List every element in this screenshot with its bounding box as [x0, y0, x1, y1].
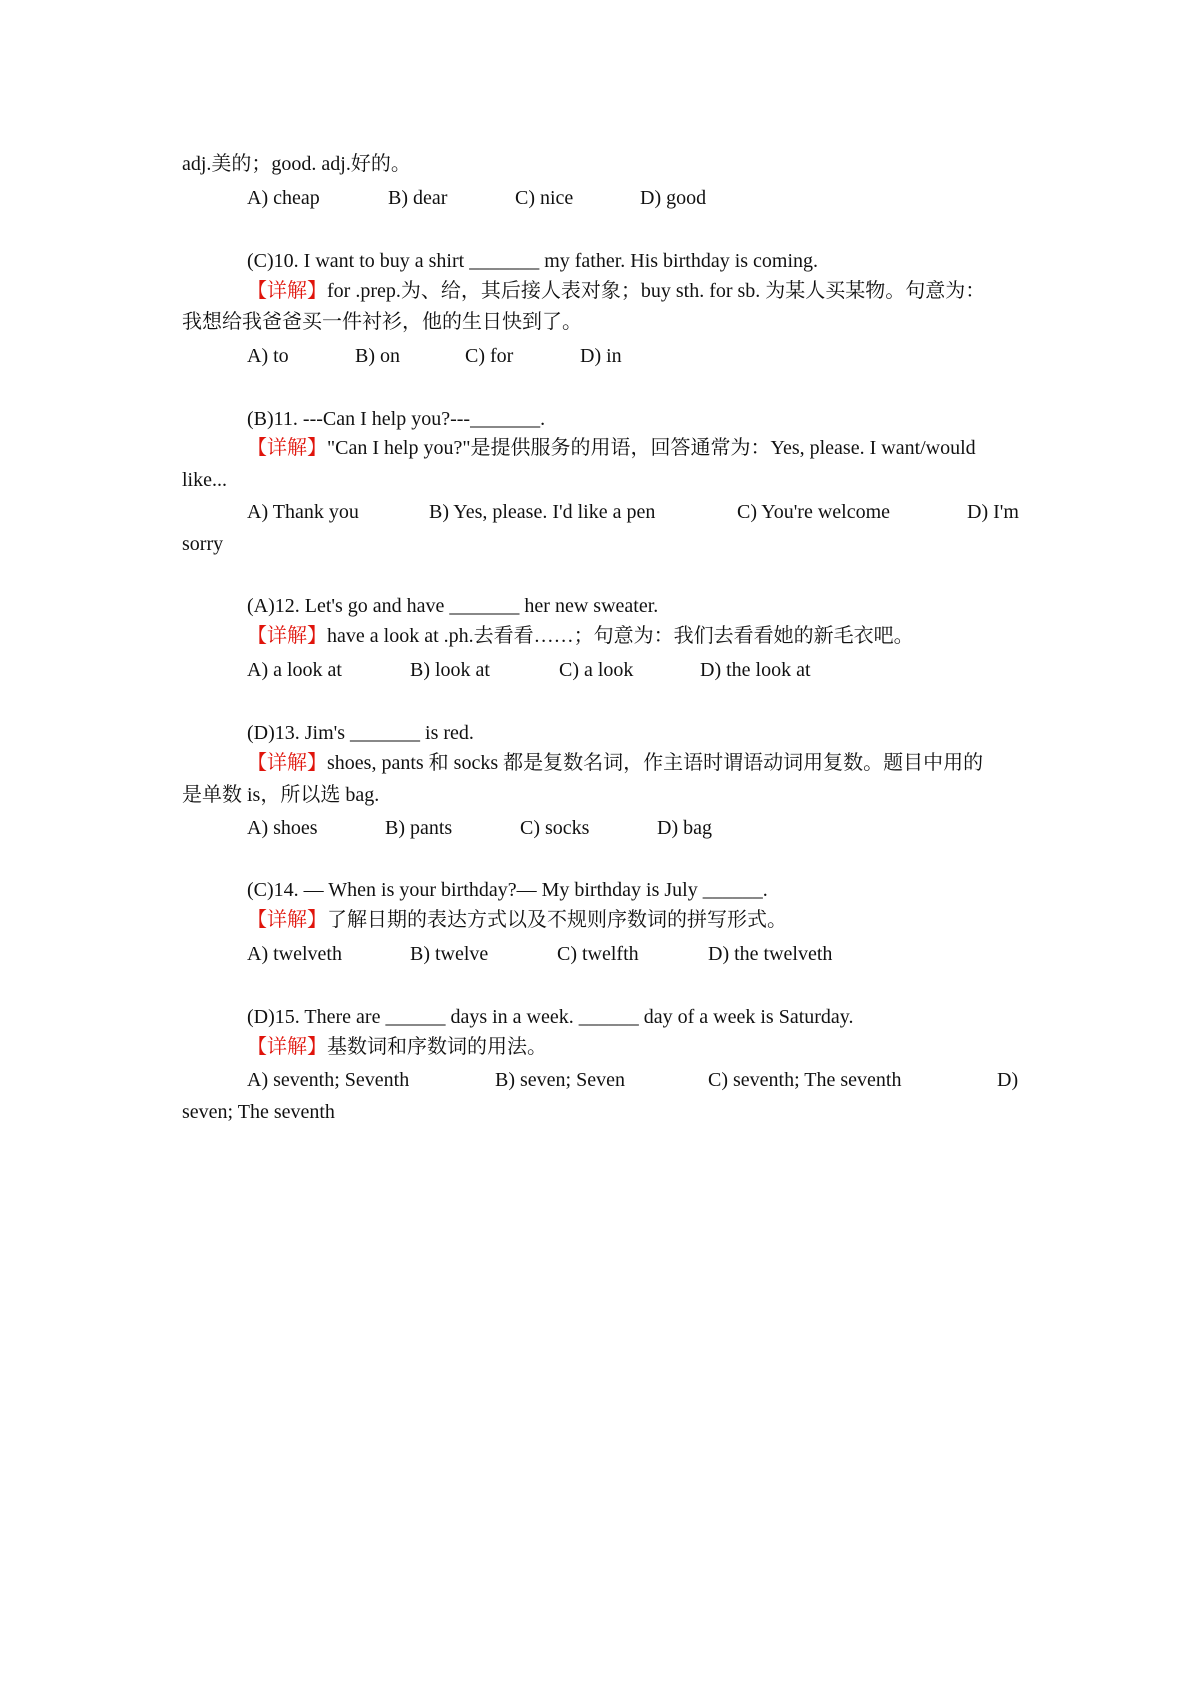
option-a: A) a look at [247, 659, 342, 681]
explanation-12 [247, 624, 914, 648]
option-c: C) socks [520, 817, 590, 839]
question-stem-12: (A)12. Let's go and have _______ her new sweater. [247, 595, 659, 617]
explain-text: for .prep.为、给，其后接人表对象；buy sth. for sb. 为某人买某物。句意为： [327, 280, 986, 302]
option-d: D) [997, 1069, 1019, 1091]
option-b: B) dear [388, 187, 448, 209]
option-a: A) shoes [247, 817, 318, 839]
explanation-13-cont: 是单数 is，所以选 bag. [182, 784, 380, 806]
explanation-10-cont: 我想给我爸爸买一件衬衫，他的生日快到了。 [182, 311, 582, 333]
explanation-10 [247, 279, 985, 303]
explanation-11-cont: like... [182, 469, 227, 491]
options-row-11 [247, 500, 1027, 524]
option-d: D) good [640, 187, 707, 209]
explain-text: have a look at .ph.去看看……；句意为：我们去看看她的新毛衣吧。 [327, 625, 914, 647]
option-a: A) seventh; Seventh [247, 1069, 410, 1091]
explain-tag: 【详解】 [247, 752, 327, 774]
option-d: D) bag [657, 817, 712, 839]
options-row-12 [247, 658, 1027, 682]
option-d-wrap: sorry [182, 533, 224, 555]
option-c: C) nice [515, 187, 574, 209]
option-d: D) I'm [967, 501, 1019, 523]
option-b: B) on [355, 345, 400, 367]
option-a: A) Thank you [247, 501, 359, 523]
explain-text: 了解日期的表达方式以及不规则序数词的拼写形式。 [327, 909, 787, 931]
option-b: B) twelve [410, 943, 489, 965]
explain-tag: 【详解】 [247, 1036, 327, 1058]
explain-text: "Can I help you?"是提供服务的用语，回答通常为：Yes, please. I want/would [327, 437, 976, 459]
explanation-11 [247, 436, 976, 460]
option-c: C) a look [559, 659, 634, 681]
option-a: A) cheap [247, 187, 320, 209]
option-b: B) look at [410, 659, 490, 681]
explain-tag: 【详解】 [247, 280, 327, 302]
option-d-wrap: seven; The seventh [182, 1101, 335, 1123]
option-b: B) Yes, please. I'd like a pen [429, 501, 656, 523]
option-b: B) pants [385, 817, 453, 839]
option-d: D) the twelveth [708, 943, 833, 965]
question-stem-10: (C)10. I want to buy a shirt _______ my father. His birthday is coming. [247, 250, 819, 272]
explanation-13 [247, 751, 983, 775]
option-d: D) in [580, 345, 622, 367]
option-a: A) twelveth [247, 943, 342, 965]
option-c: C) twelfth [557, 943, 639, 965]
explain-tag: 【详解】 [247, 909, 327, 931]
explain-continuation: adj.美的；good. adj.好的。 [182, 153, 411, 175]
explanation-14 [247, 908, 787, 932]
options-row-13 [247, 816, 1027, 840]
options-row-15 [247, 1068, 1027, 1092]
question-stem-11: (B)11. ---Can I help you?---_______. [247, 408, 546, 430]
explanation-15 [247, 1035, 547, 1059]
option-c: C) seventh; The seventh [708, 1069, 902, 1091]
option-c: C) You're welcome [737, 501, 891, 523]
option-c: C) for [465, 345, 514, 367]
option-a: A) to [247, 345, 289, 367]
question-stem-15: (D)15. There are ______ days in a week. ______ day of a week is Saturday. [247, 1006, 854, 1028]
question-stem-14: (C)14. — When is your birthday?— My birthday is July ______. [247, 879, 768, 901]
option-b: B) seven; Seven [495, 1069, 625, 1091]
explain-tag: 【详解】 [247, 437, 327, 459]
options-row-10 [247, 344, 1027, 368]
explain-tag: 【详解】 [247, 625, 327, 647]
option-d: D) the look at [700, 659, 811, 681]
options-row-9 [247, 186, 1027, 210]
question-stem-13: (D)13. Jim's _______ is red. [247, 722, 474, 744]
explain-text: 基数词和序数词的用法。 [327, 1036, 547, 1058]
options-row-14 [247, 942, 1027, 966]
explain-text: shoes, pants 和 socks 都是复数名词，作主语时谓语动词用复数。题目中用的 [327, 752, 984, 774]
